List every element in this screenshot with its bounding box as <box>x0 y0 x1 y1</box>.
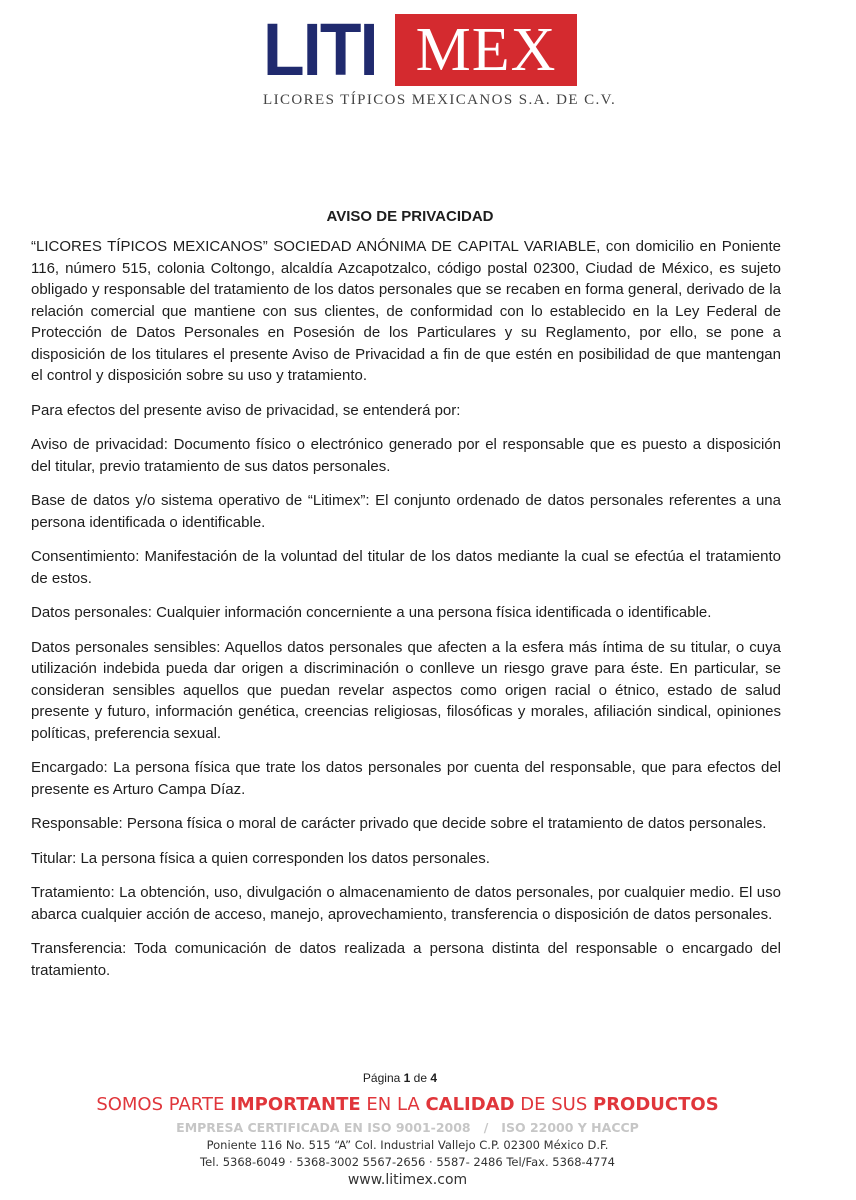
slogan-part-bold: IMPORTANTE <box>230 1094 361 1115</box>
slogan-part: EN LA <box>360 1094 426 1115</box>
slogan-part: DE SUS <box>514 1094 593 1115</box>
definition-aviso: Aviso de privacidad: Documento físico o electrónico generado por el responsable que es puesto a disposición del titular, previo tratamiento de sus datos personales. <box>31 436 781 475</box>
document-title: AVISO DE PRIVACIDAD <box>326 208 494 225</box>
footer-address: Poniente 116 No. 515 “A” Col. Industrial Vallejo C.P. 02300 México D.F. <box>206 1138 609 1152</box>
definition-encargado: Encargado: La persona física que trate los datos personales por cuenta del responsable, que para efectos del presente es Arturo Campa Díaz. <box>31 759 781 798</box>
definition-datos-personales: Datos personales: Cualquier información concerniente a una persona física identificada o identificable. <box>31 604 712 621</box>
logo-liti-text: LITI <box>263 8 377 91</box>
footer-phones: Tel. 5368-6049 · 5368-3002 5567-2656 · 5587- 2486 Tel/Fax. 5368-4774 <box>200 1155 615 1169</box>
page-label: Página <box>362 1071 401 1085</box>
definition-base-datos: Base de datos y/o sistema operativo de “Litimex”: El conjunto ordenado de datos personales referentes a una persona identificada o identificable. <box>31 492 781 531</box>
footer-certification: EMPRESA CERTIFICADA EN ISO 9001-2008 / ISO 22000 Y HACCP <box>176 1120 639 1135</box>
definition-responsable: Responsable: Persona física o moral de carácter privado que decide sobre el tratamiento de datos personales. <box>31 815 767 832</box>
paragraph-definitions-lead: Para efectos del presente aviso de privacidad, se entenderá por: <box>31 401 461 419</box>
footer-slogan <box>0 1094 815 1115</box>
definition-titular: Titular: La persona física a quien corresponden los datos personales. <box>31 849 490 867</box>
logo-subtitle: LICORES TÍPICOS MEXICANOS S.A. DE C.V. <box>263 92 617 108</box>
definition-tratamiento: Tratamiento: La obtención, uso, divulgación o almacenamiento de datos personales, por cualquier medio. El uso abarca cualquier acción de acceso, manejo, aprovechamiento, transferencia o disposición de datos personales. <box>31 884 781 923</box>
company-logo <box>263 8 617 114</box>
slogan-part-bold: PRODUCTOS <box>593 1094 719 1115</box>
paragraph-intro: “LICORES TÍPICOS MEXICANOS” SOCIEDAD ANÓNIMA DE CAPITAL VARIABLE, con domicilio en Poniente 116, número 515, colonia Coltongo, alcaldía Azcapotzalco, código postal 02300, Ciudad de México, es sujeto obligado y responsable del tratamiento de los datos personales que se recaben en forma general, derivado de la relación comercial que mantiene con sus clientes, de conformidad con lo establecido en la Ley Federal de Protección de Datos Personales en Posesión de los Particulares y su Reglamento, por ello, se pone a disposición de los titulares el presente Aviso de Privacidad a fin de que estén en posibilidad de que mantengan el control y disposición sobre su uso y tratamiento. <box>31 238 781 384</box>
footer-website: www.litimex.com <box>347 1172 468 1188</box>
definition-datos-sensibles: Datos personales sensibles: Aquellos datos personales que afecten a la esfera más íntima de su titular, o cuya utilización indebida pueda dar origen a discriminación o conlleve un riesgo grave para éste. En particular, se consideran sensibles aquellos que puedan revelar aspectos como origen racial o étnico, estado de salud presente y futuro, información genética, creencias religiosas, filosóficas y morales, afiliación sindical, opiniones políticas, preferencia sexual. <box>31 638 781 742</box>
page-number <box>0 1071 800 1085</box>
page-of: de <box>413 1071 428 1085</box>
logo-mex-text: MEX <box>395 14 577 86</box>
page-total: 4 <box>430 1071 438 1085</box>
definition-consentimiento: Consentimiento: Manifestación de la voluntad del titular de los datos mediante la cual se efectúa el tratamiento de estos. <box>31 548 781 587</box>
definition-transferencia: Transferencia: Toda comunicación de datos realizada a persona distinta del responsable o encargado del tratamiento. <box>31 940 781 979</box>
page-current: 1 <box>403 1071 411 1085</box>
logo-wordmark <box>263 8 593 91</box>
slogan-part-bold: CALIDAD <box>425 1094 515 1115</box>
slogan-part: SOMOS PARTE <box>96 1094 231 1115</box>
document-body <box>31 236 781 994</box>
